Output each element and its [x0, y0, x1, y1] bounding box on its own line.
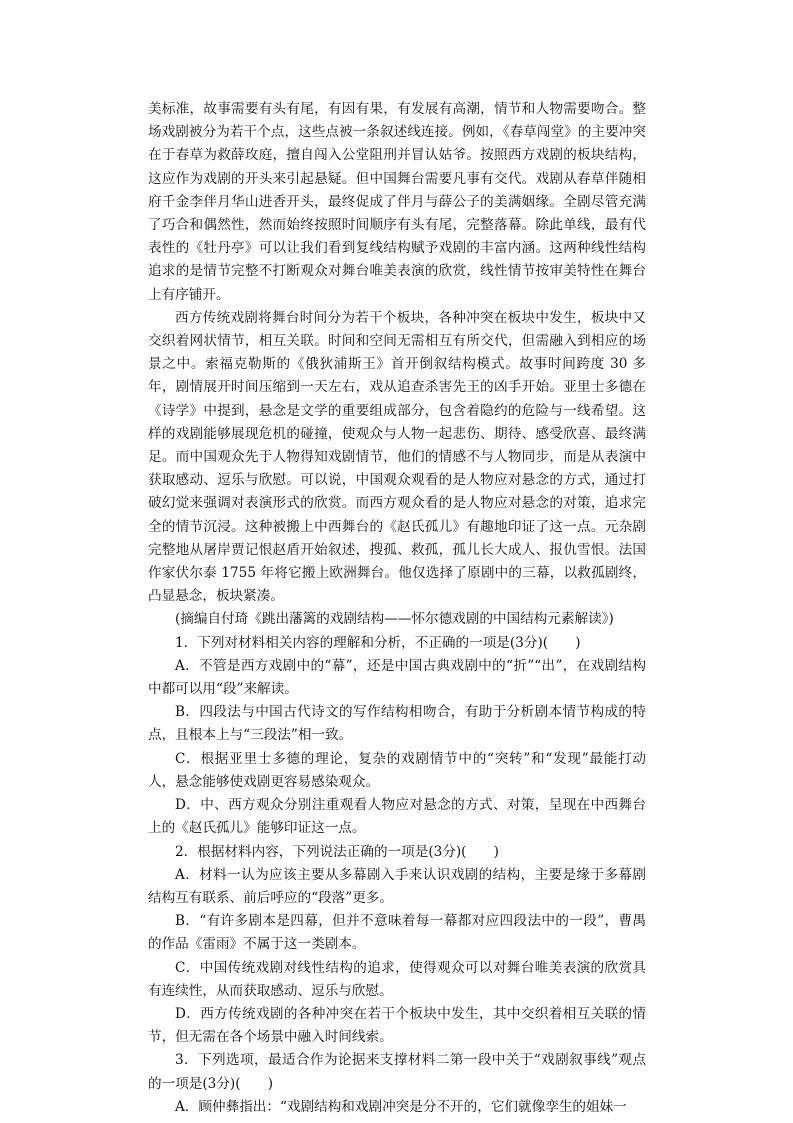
question-1-option-c: C．根据亚里士多德的理论，复杂的戏剧情节中的“突转”和“发现”最能打动人，悬念能够使戏剧更容易感染观众。 — [148, 750, 646, 790]
question-2-option-b: B．“有许多剧本是四幕，但并不意味着每一幕都对应四段法中的一段”，曹禺的作品《雷雨》不属于这一类剧本。 — [148, 913, 646, 953]
question-1-option-b: B．四段法与中国古代诗文的写作结构相吻合，有助于分析剧本情节构成的特点，且根本上与“三段法”相一致。 — [148, 704, 646, 744]
question-3-option-a: A．顾仲彝指出：“戏剧结构和戏剧冲突是分不开的，它们就像孪生的姐妹一 — [175, 1098, 627, 1115]
question-3-stem: 3．下列选项，最适合作为论据来支撑材料二第一段中关于“戏剧叙事线”观点的一项是(3分)( ) — [148, 1052, 646, 1092]
source-citation: (摘编自付琦《跳出藩篱的戏剧结构——怀尔德戏剧的中国结构元素解读》) — [175, 611, 614, 628]
question-2-option-a: A．材料一认为应该主要从多幕剧入手来认识戏剧的结构，主要是缘于多幕剧结构互有联系、前后呼应的“段落”更多。 — [148, 866, 646, 906]
question-2-stem: 2．根据材料内容，下列说法正确的一项是(3分)( ) — [175, 843, 499, 860]
passage-paragraph-1: 美标准，故事需要有头有尾，有因有果，有发展有高潮，情节和人物需要吻合。整场戏剧被分为若干个点，这些点被一条叙述线连接。例如，《春草闯堂》的主要冲突在于春草为救薛玫庭，擅自闯入公堂阻刑并冒认姑爷。按照西方戏剧的板块结构，这应作为戏剧的开头来引起悬疑。但中国舞台需要凡事有交代。戏剧从春草伴随相府千金李伴月华山进香开头，最终促成了伴月与薛公子的美满姻缘。全剧尽管充满了巧合和偶然性，然而始终按照时间顺序有头有尾，完整落幕。除此单线，最有代表性的《牡丹亭》可以让我们看到复线结构赋予戏剧的丰富内涵。这两种线性结构追求的是情节完整不打断观众对舞台唯美表演的欣赏，线性情节按审美特性在舞台上有序铺开。 — [148, 101, 646, 303]
question-2-option-c: C．中国传统戏剧对线性结构的追求，使得观众可以对舞台唯美表演的欣赏具有连续性，从而获取感动、逗乐与欣慰。 — [148, 959, 646, 999]
question-1-option-d: D．中、西方观众分别注重观看人物应对悬念的方式、对策，呈现在中西舞台上的《赵氏孤儿》能够印证这一点。 — [148, 797, 646, 837]
question-2-option-d: D．西方传统戏剧的各种冲突在若干个板块中发生，其中交织着相互关联的情节，但无需在各个场景中融入时间线索。 — [148, 1005, 646, 1046]
passage-paragraph-2: 西方传统戏剧将舞台时间分为若干个板块，各种冲突在板块中发生，板块中又交织着网状情节，相互关联。时间和空间无需相互有所交代，但需融入到相应的场景之中。索福克勒斯的《俄狄浦斯王》首开倒叙结构模式。故事时间跨度 30 多年，剧情展开时间压缩到一天左右，戏从追查杀害先王的凶手开始。亚里士多德在《诗学》中提到，悬念是文学的重要组成部分，包含着隐约的危险与一线希望。这样的戏剧能够展现危机的碰撞，使观众与人物一起悲伤、期待、感受欣喜、最终满足。而中国观众先于人物得知戏剧情节，他们的情感不与人物同步，而是从表演中获取感动、逗乐与欣慰。可以说，中国观众观看的是人物应对悬念的方式，通过打破幻觉来强调对表演形式的欣赏。而西方观众看的是人物应对悬念的对策，追求完全的情节沉浸。这种被搬上中西舞台的《赵氏孤儿》有趣地印证了这一点。元杂剧完整地从屠岸贾记恨赵盾开始叙述，搜孤、救孤，孤儿长大成人、报仇雪恨。法国作家伏尔泰 1755 年将它搬上欧洲舞台。他仅选择了原剧中的三幕，以救孤剧终，凸显悬念，板块紧凑。 — [148, 309, 646, 605]
document-body — [148, 98, 646, 1119]
question-1-stem: 1．下列对材料相关内容的理解和分析，不正确的一项是(3分)( ) — [175, 634, 581, 651]
question-1-option-a: A．不管是西方戏剧中的“幕”，还是中国古典戏剧中的“折”“出”，在戏剧结构中都可以用“段”来解读。 — [148, 657, 646, 698]
